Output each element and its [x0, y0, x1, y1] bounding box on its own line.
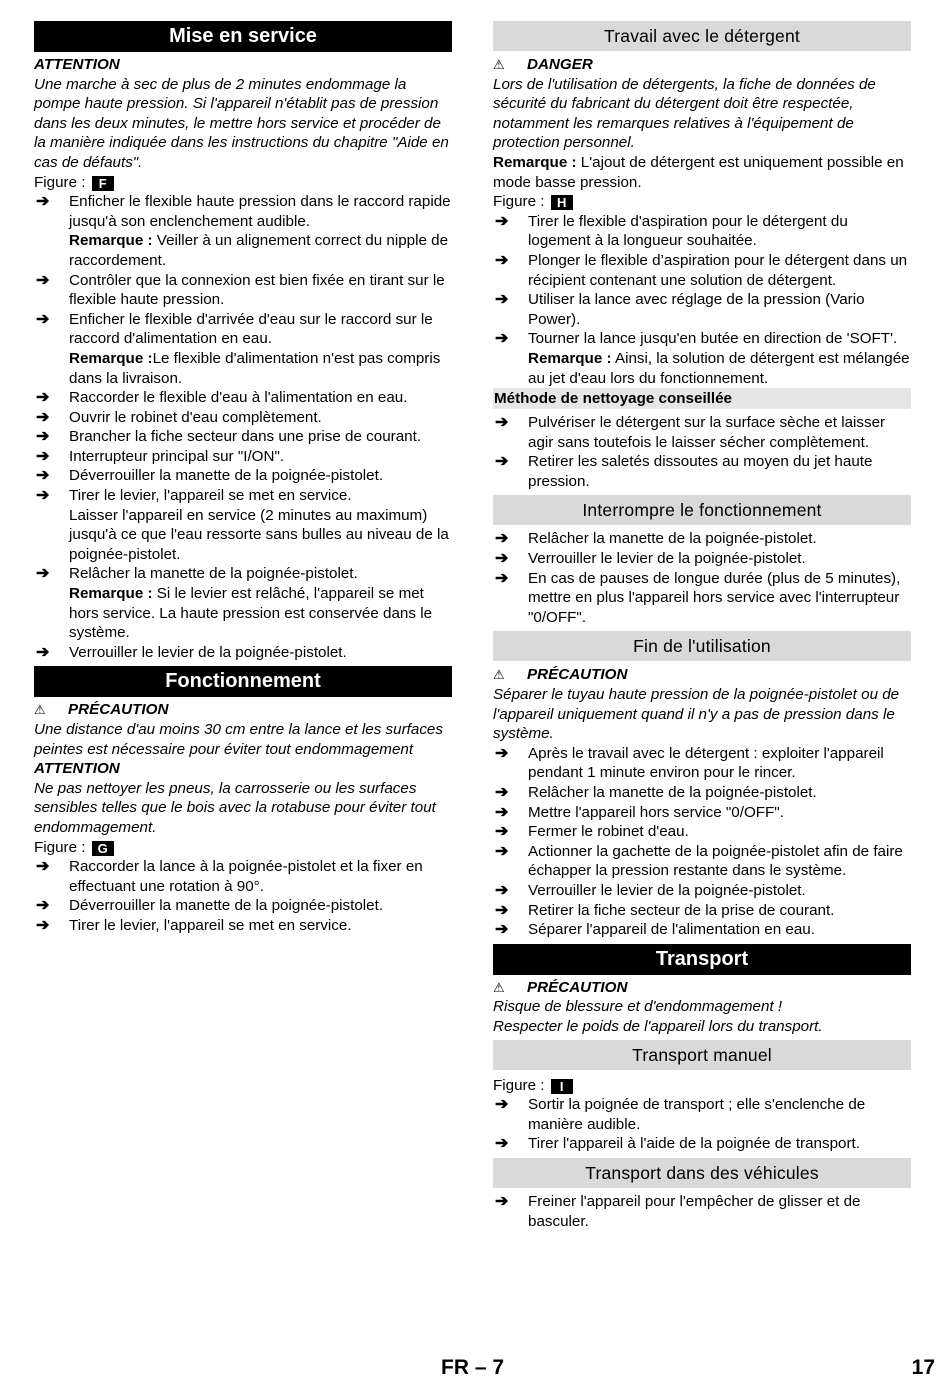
- arrow-icon: ➔: [495, 291, 509, 309]
- remark: Remarque : Veiller à un alignement correct du nipple de raccordement.: [69, 232, 449, 269]
- arrow-icon: ➔: [495, 530, 509, 548]
- remark: Remarque :Le flexible d'alimentation n'est pas compris dans la livraison.: [69, 349, 441, 387]
- arrow-icon: ➔: [36, 467, 50, 485]
- right-column: [493, 21, 911, 1231]
- list-item: ➔ Brancher la fiche secteur dans une prise de courant.: [36, 428, 422, 446]
- arrow-icon: ➔: [495, 550, 509, 568]
- attention-label: ATTENTION: [34, 56, 120, 73]
- remark: Remarque : Si le levier est relâché, l'appareil se met hors service. La haute pression est conservée dans le système.: [69, 585, 433, 642]
- method-steps-list: [493, 413, 911, 491]
- precaution-text: Respecter le poids de l'appareil lors du transport.: [493, 1017, 823, 1035]
- section-title-fonctionnement: Fonctionnement: [34, 666, 452, 697]
- figure-badge: F: [92, 176, 114, 191]
- arrow-icon: ➔: [495, 901, 509, 919]
- precaution-text: Risque de blessure et d'endommagement !: [493, 998, 783, 1016]
- transport-manuel-steps-list: [493, 1095, 911, 1154]
- arrow-icon: ➔: [36, 389, 50, 407]
- arrow-icon: ➔: [36, 310, 50, 328]
- arrow-icon: ➔: [495, 881, 509, 899]
- figure-reference: Figure : I: [493, 1076, 911, 1096]
- list-item: ➔ Enficher le flexible haute pression dans le raccord rapide jusqu'à son enclenchement audible. Remarque : Veiller à un alignement correct du nipple de raccordement.: [36, 193, 451, 269]
- figure-reference: Figure : G: [34, 838, 452, 858]
- precaution-heading: ⚠ PRÉCAUTION: [493, 666, 628, 684]
- list-item: ➔ Raccorder le flexible d'eau à l'alimentation en eau.: [36, 389, 408, 407]
- step-detail: Laisser l'appareil en service (2 minutes au maximum) jusqu'à ce que l'eau ressorte sans bulles au niveau de la poignée-pistolet.: [69, 506, 449, 563]
- list-item: ➔ Raccorder la lance à la poignée-pistolet et la fixer en effectuant une rotation à 90°.: [36, 858, 423, 895]
- arrow-icon: ➔: [495, 212, 509, 230]
- list-item: ➔ En cas de pauses de longue durée (plus de 5 minutes), mettre en plus l'appareil hors service avec l'interrupteur "0/OFF".: [495, 569, 901, 626]
- list-item: ➔ Actionner la gachette de la poignée-pistolet afin de faire échapper la pression restante dans le système.: [495, 842, 903, 880]
- precaution-text: Une distance d'au moins 30 cm entre la lance et les surfaces peintes est nécessaire pour éviter tout endommagement: [34, 721, 443, 758]
- precaution-text: Séparer le tuyau haute pression de la poignée-pistolet ou de l'appareil uniquement quand il n'y a pas de pression dans le système.: [493, 686, 900, 743]
- arrow-icon: ➔: [495, 1192, 509, 1210]
- arrow-icon: ➔: [36, 643, 50, 661]
- arrow-icon: ➔: [36, 193, 50, 211]
- arrow-icon: ➔: [495, 784, 509, 801]
- list-item: ➔ Verrouiller le levier de la poignée-pistolet.: [495, 881, 806, 899]
- arrow-icon: ➔: [495, 1135, 509, 1153]
- list-item: ➔ Relâcher la manette de la poignée-pistolet.: [495, 530, 817, 548]
- arrow-icon: ➔: [36, 271, 50, 289]
- list-item: ➔ Sortir la poignée de transport ; elle s'enclenche de manière audible.: [495, 1096, 866, 1133]
- list-item: ➔ Déverrouiller la manette de la poignée-pistolet.: [36, 467, 384, 485]
- interrompre-steps-list: [493, 529, 911, 627]
- remark: Remarque : L'ajout de détergent est uniquement possible en mode basse pression.: [493, 153, 904, 191]
- list-item: ➔ Pulvériser le détergent sur la surface sèche et laisser agir sans toutefois le laisser sécher complètement.: [495, 414, 886, 451]
- list-item: ➔ Contrôler que la connexion est bien fixée en tirant sur le flexible haute pression.: [36, 271, 445, 309]
- list-item: ➔ Relâcher la manette de la poignée-pistolet. Remarque : Si le levier est relâché, l'appareil se met hors service. La haute pression est conservée dans le système.: [34, 564, 452, 642]
- list-item: ➔ Mettre l'appareil hors service "0/OFF".: [495, 803, 784, 821]
- attention-label: ATTENTION: [34, 760, 120, 778]
- list-item: ➔ Verrouiller le levier de la poignée-pistolet.: [495, 550, 806, 568]
- list-item: ➔ Tirer le levier, l'appareil se met en service.: [36, 916, 352, 934]
- arrow-icon: ➔: [495, 453, 509, 471]
- list-item: ➔ Ouvrir le robinet d'eau complètement.: [36, 408, 322, 426]
- list-item: ➔ Tourner la lance jusqu'en butée en direction de 'SOFT'. Remarque : Ainsi, la solution de détergent est mélangée au jet d'eau lors du fonctionnement.: [495, 330, 910, 387]
- arrow-icon: ➔: [495, 803, 509, 821]
- footer-language-page: FR – 7: [441, 1356, 505, 1379]
- section-title-transport-manuel: Transport manuel: [493, 1040, 911, 1070]
- list-item: ➔ Retirer la fiche secteur de la prise de courant.: [495, 901, 835, 919]
- arrow-icon: ➔: [495, 921, 509, 939]
- list-item: ➔ Plonger le flexible d’aspiration pour le détergent dans un récipient contenant une solution de détergent.: [495, 251, 908, 289]
- list-item: ➔ Déverrouiller la manette de la poignée-pistolet.: [36, 897, 384, 915]
- figure-badge: G: [92, 841, 114, 856]
- list-item: ➔ Enficher le flexible d'arrivée d'eau sur le raccord sur le raccord d'alimentation en eau. Remarque :Le flexible d'alimentation n'est pas compris dans la livraison.: [34, 310, 452, 388]
- warning-icon: ⚠: [493, 979, 505, 995]
- arrow-icon: ➔: [36, 447, 50, 465]
- precaution-heading: ⚠ PRÉCAUTION: [493, 978, 628, 996]
- warning-icon: ⚠: [493, 57, 505, 72]
- mise-steps-list: [34, 192, 452, 662]
- arrow-icon: ➔: [495, 744, 509, 762]
- figure-badge: I: [551, 1079, 573, 1094]
- arrow-icon: ➔: [495, 823, 509, 841]
- left-column: [34, 21, 452, 936]
- section-title-detergent: Travail avec le détergent: [493, 21, 911, 51]
- list-item: ➔ Après le travail avec le détergent : exploiter l'appareil pendant 1 minute environ pour le rincer.: [495, 744, 884, 782]
- figure-badge: H: [551, 195, 573, 210]
- list-item: ➔ Utiliser la lance avec réglage de la pression (Vario Power).: [495, 291, 865, 328]
- arrow-icon: ➔: [495, 1096, 509, 1114]
- arrow-icon: ➔: [495, 569, 509, 587]
- attention-text: Ne pas nettoyer les pneus, la carrosserie ou les surfaces sensibles telles que le bois avec la rotabuse pour éviter tout endommagement.: [34, 779, 436, 836]
- arrow-icon: ➔: [495, 414, 509, 432]
- danger-heading: ⚠ DANGER: [493, 56, 593, 73]
- arrow-icon: ➔: [36, 408, 50, 426]
- arrow-icon: ➔: [36, 428, 50, 446]
- fonct-steps-list: [34, 857, 452, 935]
- fin-steps-list: [493, 744, 911, 940]
- arrow-icon: ➔: [36, 858, 50, 876]
- list-item: ➔ Verrouiller le levier de la poignée-pistolet.: [36, 643, 347, 661]
- section-title-mise-en-service: Mise en service: [34, 21, 452, 52]
- list-item: ➔ Relâcher la manette de la poignée-pistolet.: [495, 784, 817, 801]
- list-item: ➔ Fermer le robinet d'eau.: [495, 823, 689, 841]
- arrow-icon: ➔: [495, 330, 509, 348]
- arrow-icon: ➔: [36, 487, 50, 505]
- section-title-fin: Fin de l'utilisation: [493, 631, 911, 661]
- arrow-icon: ➔: [36, 565, 50, 583]
- attention-text: Une marche à sec de plus de 2 minutes endommage la pompe haute pression. Si l'appareil n'établit pas de pression dans les deux minutes, le mettre hors service et procéder de la manière indiquée dans les instructions du chapitre "Aide en cas de défauts".: [34, 75, 449, 171]
- section-title-transport-vehicules: Transport dans des véhicules: [493, 1158, 911, 1188]
- list-item: ➔ Séparer l'appareil de l'alimentation en eau.: [495, 921, 815, 939]
- section-title-transport: Transport: [493, 944, 911, 975]
- precaution-heading: ⚠ PRÉCAUTION: [34, 701, 169, 719]
- figure-reference: Figure : H: [493, 192, 911, 212]
- remark: Remarque : Ainsi, la solution de détergent est mélangée au jet d'eau lors du fonctionnement.: [528, 349, 910, 387]
- section-title-interrompre: Interrompre le fonctionnement: [493, 495, 911, 525]
- warning-icon: ⚠: [34, 702, 46, 718]
- figure-reference: Figure : F: [34, 173, 452, 193]
- list-item: ➔ Tirer le levier, l'appareil se met en service. Laisser l'appareil en service (2 minutes au maximum) jusqu'à ce que l'eau ressorte sans bulles au niveau de la poignée-pistolet.: [34, 486, 452, 564]
- arrow-icon: ➔: [36, 916, 50, 934]
- warning-icon: ⚠: [493, 667, 505, 683]
- arrow-icon: ➔: [36, 897, 50, 915]
- list-item: ➔ Interrupteur principal sur "I/ON".: [36, 447, 285, 465]
- list-item: ➔ Tirer le flexible d'aspiration pour le détergent du logement à la longueur souhaitée.: [495, 212, 848, 250]
- list-item: ➔ Freiner l'appareil pour l'empêcher de glisser et de basculer.: [495, 1192, 861, 1230]
- transport-vehicules-steps-list: [493, 1192, 911, 1231]
- page-number: 17: [911, 1356, 935, 1379]
- list-item: ➔ Retirer les saletés dissoutes au moyen du jet haute pression.: [495, 453, 873, 490]
- arrow-icon: ➔: [495, 251, 509, 269]
- list-item: ➔ Tirer l'appareil à l'aide de la poignée de transport.: [495, 1135, 860, 1153]
- danger-text: Lors de l'utilisation de détergents, la fiche de données de sécurité du fabricant du détergent doit être respectée, notamment les remarques relatives à l'équipement de protection personnel.: [493, 75, 876, 152]
- subsection-title-method: Méthode de nettoyage conseillée: [493, 388, 911, 409]
- arrow-icon: ➔: [495, 842, 509, 860]
- detergent-steps-list: [493, 212, 911, 388]
